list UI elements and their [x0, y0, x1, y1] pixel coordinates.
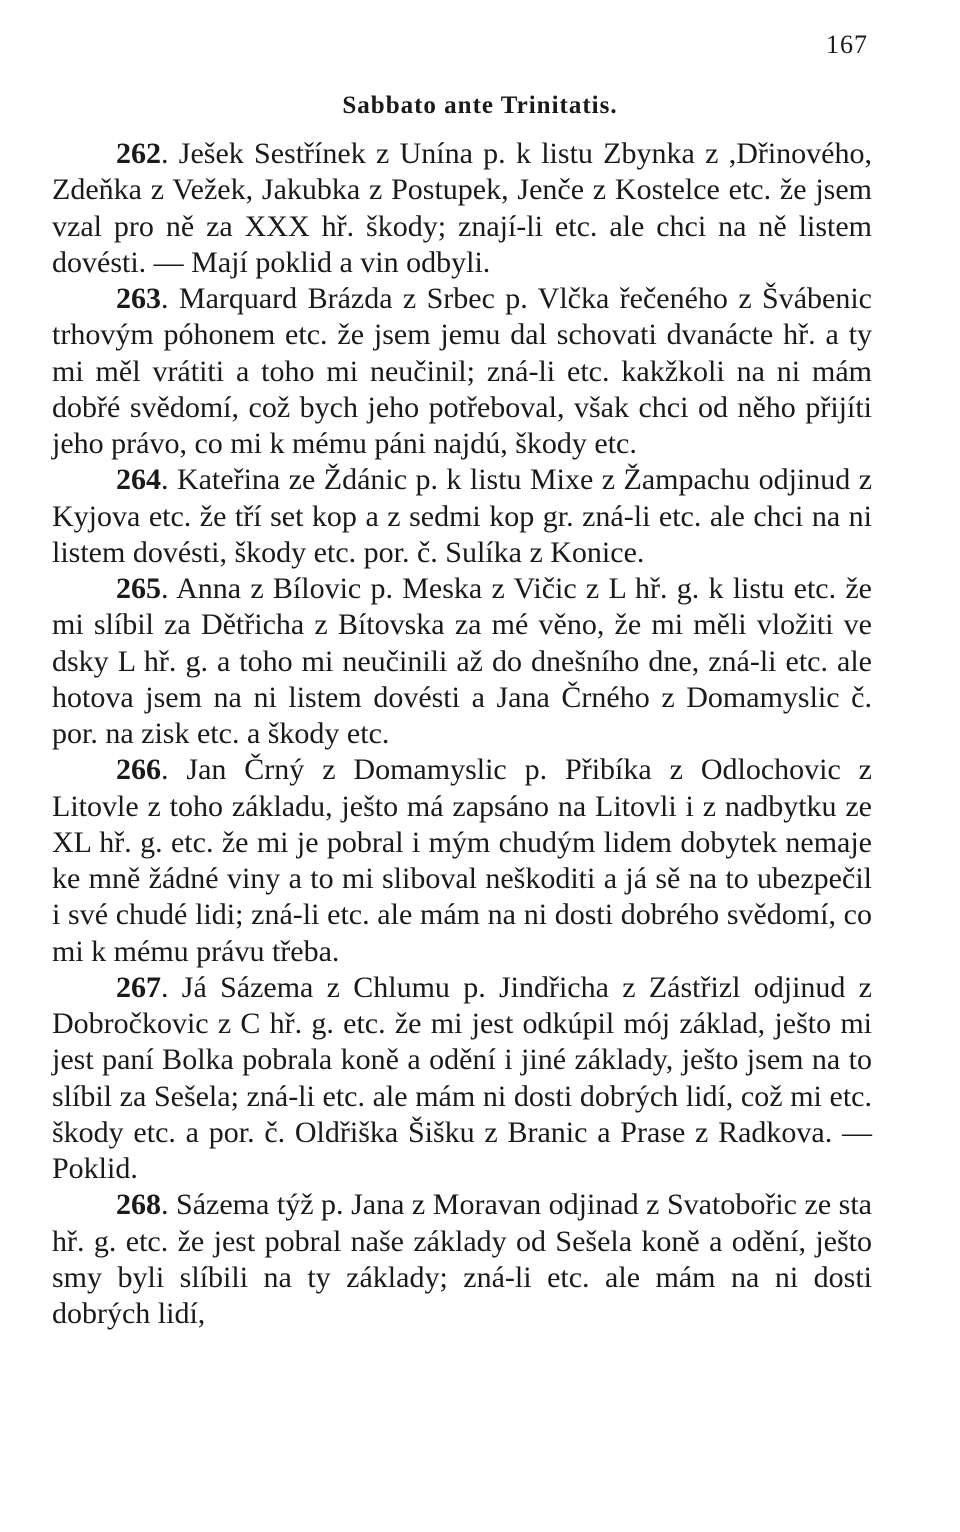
entry-265: 265. Anna z Bílovic p. Meska z Vičic z L hř. g. k listu etc. že mi slíbil za Dětřicha z Bítovska za mé věno, že mi měli vložiti ve dsky L hř. g. a toho mi neučinili až do dnešního dne, zná-li etc. ale hotova jsem na ni listem dovésti a Jana Črného z Domamyslic č. por. na zisk etc. a škody etc. [52, 572, 872, 750]
entry-text: Kateřina ze Ždánic p. k listu Mixe z Žampachu odjinud z Kyjova etc. že tří set kop a z sedmi kop gr. zná-li etc. ale chci na ni listem dovésti, škody etc. por. č. Sulíka z Konice. [52, 463, 873, 569]
entry-number: 263 [116, 282, 161, 315]
text-body [52, 136, 872, 1332]
entry-number: 267 [116, 970, 161, 1004]
entry-text: Sázema týž p. Jana z Moravan odjinad z Svatobořic ze sta hř. g. etc. že jest pobral naše základy od Sešela koně a odění, ješto smy byli slíbili na ty základy; zná-li etc. ale mám na ni dosti dobrých lidí, [52, 1188, 872, 1330]
entry-number: 266 [116, 753, 161, 787]
entry-number: 262 [116, 137, 161, 170]
entry-number: 265 [116, 572, 161, 605]
entry-number: 264 [116, 463, 161, 497]
entry-text: Ješek Sestřínek z Unína p. k listu Zbynka z ,Dřinového, Zdeňka z Vežek, Jakubka z Postupek, Jenče z Kostelce etc. že jsem vzal pro ně za XXX hř. škody; znají-li etc. ale chci na ně listem dovésti. — Mají poklid a vin odbyli. [52, 137, 873, 279]
page-number: 167 [826, 30, 868, 59]
entry-text: Jan Črný z Domamyslic p. Přibíka z Odlochovic z Litovle z toho základu, ješto má zapsáno na Litovli i z nadbytku ze XL hř. g. etc. že mi je pobral i mým chudým lidem dobytek nemaje ke mně žádné viny a to mi sliboval neškoditi a já sě na to ubezpečil i své chudé lidi; zná-li etc. ale mám na ni dosti dobrého svědomí, co mi k mému právu třeba. [52, 753, 873, 968]
running-head: Sabbato ante Trinitatis. [342, 92, 618, 119]
entry-text: Anna z Bílovic p. Meska z Vičic z L hř. g. k listu etc. že mi slíbil za Dětřicha z Bítovska za mé věno, že mi měli vložiti ve dsky L hř. g. a toho mi neučinili až do dnešního dne, zná-li etc. ale hotova jsem na ni listem dovésti a Jana Črného z Domamyslic č. por. na zisk etc. a škody etc. [52, 572, 872, 750]
entry-266: 266. Jan Črný z Domamyslic p. Přibíka z Odlochovic z Litovle z toho základu, ješto má zapsáno na Litovli i z nadbytku ze XL hř. g. etc. že mi je pobral i mým chudým lidem dobytek nemaje ke mně žádné viny a to mi sliboval neškoditi a já sě na to ubezpečil i své chudé lidi; zná-li etc. ale mám na ni dosti dobrého svědomí, co mi k mému právu třeba. [52, 753, 873, 968]
entry-263: 263. Marquard Brázda z Srbec p. Vlčka řečeného z Švábenic trhovým póhonem etc. že jsem jemu dal schovati dvanácte hř. a ty mi měl vrátiti a toho mi neučinil; zná-li etc. kakžkoli na ni mám dobřé svědomí, což bych jeho potřeboval, však chci od něho přijíti jeho právo, co mi k mému páni najdú, škody etc. [52, 282, 872, 460]
entry-text: Já Sázema z Chlumu p. Jindřicha z Zástřizl odjinud z Dobročkovic z C hř. g. etc. že mi jest odkúpil mój základ, ješto mi jest paní Bolka pobrala koně a odění i jiné základy, ješto jsem na to slíbil za Sešela; zná-li etc. ale mám ni dosti dobrých lidí, což mi etc. škody etc. a por. č. Oldřiška Šišku z Branic a Prase z Radkova. — Poklid. [52, 970, 873, 1185]
entry-number: 268 [116, 1188, 161, 1222]
entry-262: 262. Ješek Sestřínek z Unína p. k listu Zbynka z ,Dřinového, Zdeňka z Vežek, Jakubka z Postupek, Jenče z Kostelce etc. že jsem vzal pro ně za XXX hř. škody; znají-li etc. ale chci na ně listem dovésti. — Mají poklid a vin odbyli. [52, 137, 873, 279]
entry-267: 267. Já Sázema z Chlumu p. Jindřicha z Zástřizl odjinud z Dobročkovic z C hř. g. etc. že mi jest odkúpil mój základ, ješto mi jest paní Bolka pobrala koně a odění i jiné základy, ješto jsem na to slíbil za Sešela; zná-li etc. ale mám ni dosti dobrých lidí, což mi etc. škody etc. a por. č. Oldřiška Šišku z Branic a Prase z Radkova. — Poklid. [52, 970, 873, 1185]
entry-264: 264. Kateřina ze Ždánic p. k listu Mixe z Žampachu odjinud z Kyjova etc. že tří set kop a z sedmi kop gr. zná-li etc. ale chci na ni listem dovésti, škody etc. por. č. Sulíka z Konice. [52, 463, 873, 569]
entry-268: 268. Sázema týž p. Jana z Moravan odjinad z Svatobořic ze sta hř. g. etc. že jest pobral naše základy od Sešela koně a odění, ješto smy byli slíbili na ty základy; zná-li etc. ale mám na ni dosti dobrých lidí, [52, 1188, 872, 1330]
entry-text: Marquard Brázda z Srbec p. Vlčka řečeného z Švábenic trhovým póhonem etc. že jsem jemu dal schovati dvanácte hř. a ty mi měl vrátiti a toho mi neučinil; zná-li etc. kakžkoli na ni mám dobřé svědomí, což bych jeho potřeboval, však chci od něho přijíti jeho právo, co mi k mému páni najdú, škody etc. [52, 282, 872, 460]
